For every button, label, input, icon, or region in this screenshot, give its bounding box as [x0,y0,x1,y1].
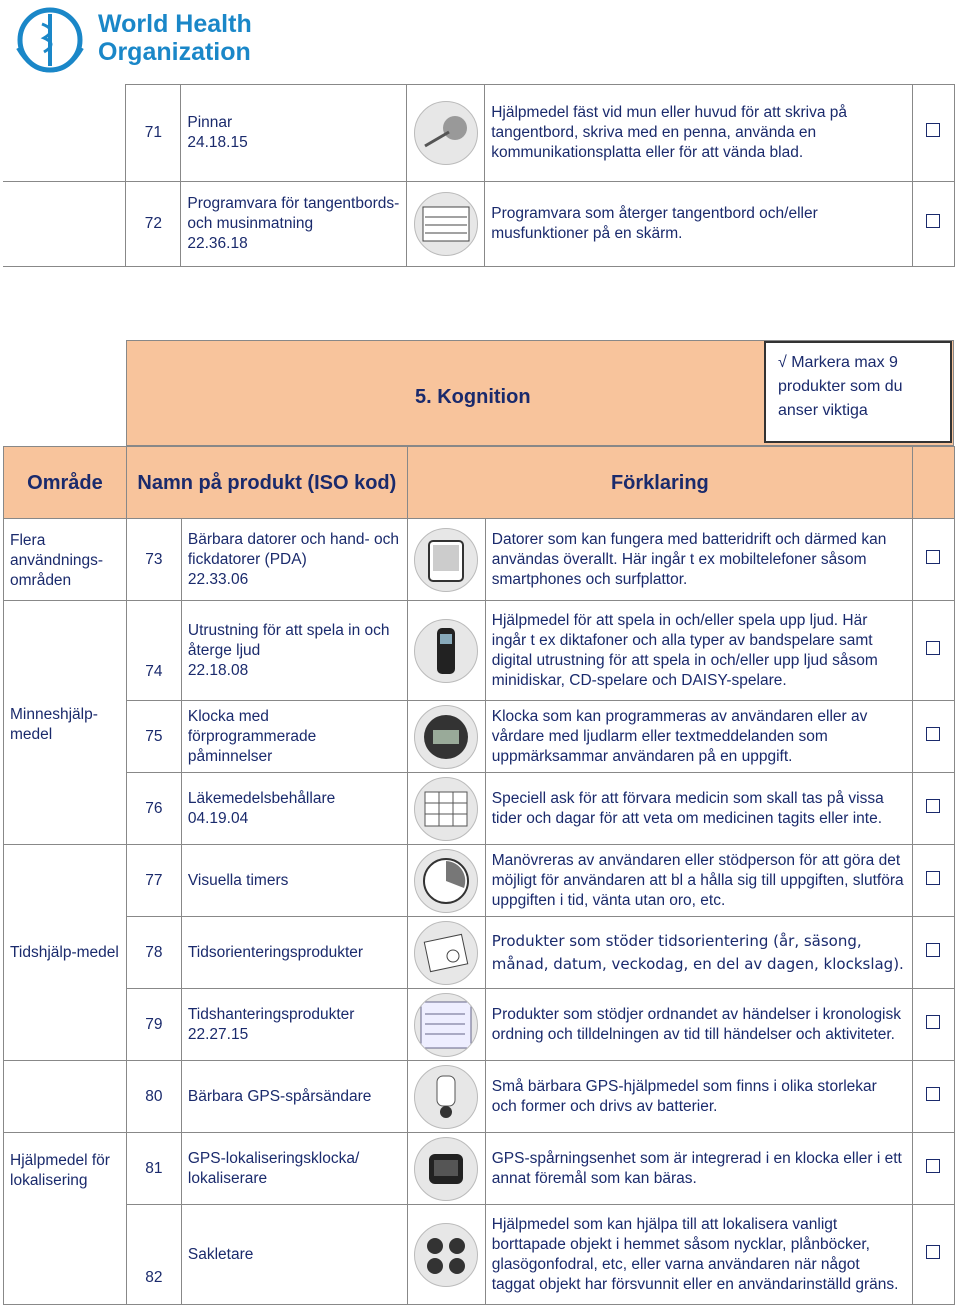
product-name: GPS-lokaliseringsklocka/ lokaliserare [181,1133,407,1205]
row-number: 74 [126,601,181,701]
table-row [3,182,955,267]
table-row [4,1061,955,1133]
product-name: Pinnar 24.18.15 [181,85,407,182]
voice-recorder-icon [414,619,478,683]
area-label: Tidshjälp-medel [4,845,127,1061]
select-checkbox[interactable] [926,943,940,957]
row-number: 78 [126,917,181,989]
schedule-app-icon [414,993,478,1057]
select-checkbox[interactable] [926,641,940,655]
product-name: Klocka med förprogrammerade påminnelser [181,701,407,773]
table-row [4,601,955,701]
visual-timer-icon [414,849,478,913]
product-name: Sakletare [181,1205,407,1305]
table-row [4,989,955,1061]
reminder-watch-icon [414,705,478,769]
area-label: Minneshjälp-medel [4,601,127,845]
pill-organizer-icon [414,777,478,841]
tablet-icon [414,528,478,592]
select-checkbox[interactable] [926,1245,940,1259]
explanation: Hjälpmedel för att spela in och/eller spela upp ljud. Här ingår t ex diktafoner och alla typer av bandspelare samt digital utrustning för att spela in och/eller upp ljud såsom minidiskar, CD-spelare och DAISY-spelare. [485,601,912,701]
table-row [4,1205,955,1305]
product-name: Bärbara GPS-spårsändare [181,1061,407,1133]
explanation: GPS-spårningsenhet som är integrerad i en klocka eller i ett annat föremål som kan bäras. [485,1133,912,1205]
table-row [4,1133,955,1205]
gps-tracker-icon [414,1065,478,1129]
row-number: 76 [126,773,181,845]
selection-note: √ Markera max 9 produkter som du anser viktiga [764,341,952,443]
explanation: Programvara som återger tangentbord och/eller musfunktioner på en skärm. [485,182,913,267]
product-name: Bärbara datorer och hand- och fickdatorer (PDA) 22.33.06 [181,519,407,601]
who-logo-text: World Health Organization [98,10,252,66]
product-name: Visuella timers [181,845,407,917]
row-number: 77 [126,845,181,917]
section-header [126,340,954,446]
select-checkbox[interactable] [926,550,940,564]
row-number: 72 [126,182,181,267]
top-table [3,84,955,267]
column-header-explanation: Förklaring [407,447,912,519]
row-number: 73 [126,519,181,601]
select-checkbox[interactable] [926,727,940,741]
select-checkbox[interactable] [926,1159,940,1173]
row-number: 82 [126,1205,181,1305]
explanation: Produkter som stöder tidsorientering (år, säsong, månad, datum, veckodag, en del av dagen, klockslag). [485,917,912,989]
product-name: Programvara för tangentbords- och musinmatning 22.36.18 [181,182,407,267]
header-row [4,447,955,519]
table-row [4,773,955,845]
explanation: Små bärbara GPS-hjälpmedel som finns i olika storlekar och former och drivs av batterier. [485,1061,912,1133]
table-row [4,519,955,601]
explanation: Speciell ask för att förvara medicin som skall tas på vissa tider och dagar för att veta om medicinen tagits eller inte. [485,773,912,845]
table-row [4,845,955,917]
row-number: 75 [126,701,181,773]
column-header-area: Område [4,447,127,519]
select-checkbox[interactable] [926,799,940,813]
select-checkbox[interactable] [926,1087,940,1101]
row-number: 71 [126,85,181,182]
gps-watch-icon [414,1137,478,1201]
table-row [3,85,955,182]
product-name: Tidsorienteringsprodukter [181,917,407,989]
select-checkbox[interactable] [926,871,940,885]
product-name: Läkemedelsbehållare 04.19.04 [181,773,407,845]
column-header-name: Namn på produkt (ISO kod) [126,447,407,519]
explanation: Klocka som kan programmeras av användaren eller av vårdare med ljudlarm eller textmeddelanden som uppmärksammar användaren på en uppgift. [485,701,912,773]
row-number: 80 [126,1061,181,1133]
product-name: Utrustning för att spela in och återge ljud 22.18.08 [181,601,407,701]
explanation: Manövreras av användaren eller stödperson för att göra det möjligt för användaren att bl a hålla sig till uppgiften, slutföra uppgiften i tid, vänta utan oro, etc. [485,845,912,917]
product-name: Tidshanteringsprodukter 22.27.15 [181,989,407,1061]
select-checkbox[interactable] [926,1015,940,1029]
select-checkbox[interactable] [926,214,940,228]
table-row [4,701,955,773]
area-label: Hjälpmedel för lokalisering [4,1133,127,1305]
calendar-clock-icon [414,921,478,985]
main-table [3,446,955,1305]
explanation: Datorer som kan fungera med batteridrift och därmed kan användas överallt. Här ingår t ex mobiltelefoner såsom smartphones och surfplattor. [485,519,912,601]
explanation: Hjälpmedel fäst vid mun eller huvud för att skriva på tangentbord, skriva med en penna, använda en kommunikationsplatta eller för att vända blad. [485,85,913,182]
onscreen-keyboard-icon [414,192,478,256]
table-row [4,917,955,989]
item-finder-icon [414,1223,478,1287]
explanation: Produkter som stödjer ordnandet av händelser i kronologisk ordning och tilldelningen av tid till händelser och aktiviteter. [485,989,912,1061]
row-number: 81 [126,1133,181,1205]
select-checkbox[interactable] [926,123,940,137]
area-label: Flera användnings-områden [4,519,127,601]
head-pointer-icon [414,101,478,165]
section-title: 5. Kognition [415,386,531,408]
row-number: 79 [126,989,181,1061]
explanation: Hjälpmedel som kan hjälpa till att lokalisera vanligt borttapade objekt i hemmet såsom nycklar, plånböcker, glasögonfodral, etc, eller varna användaren när något taggat objekt har försvunnit eller en användarinställd gräns. [485,1205,912,1305]
who-emblem-icon [12,4,92,76]
